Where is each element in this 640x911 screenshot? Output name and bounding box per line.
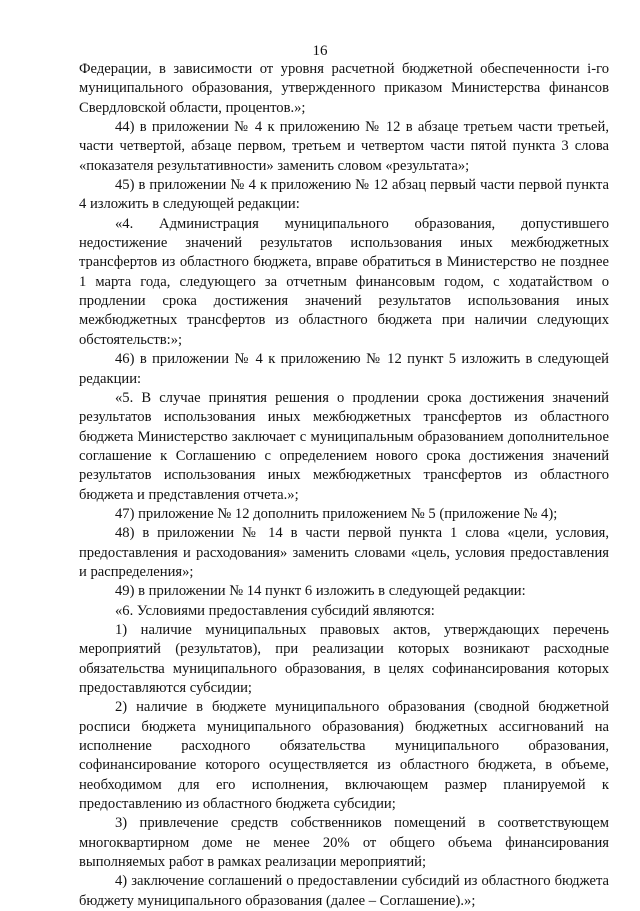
- paragraph-item-46: 46) в приложении № 4 к приложению № 12 пункт 5 изложить в следующей редакции:: [79, 351, 609, 387]
- paragraph-item-47: 47) приложение № 12 дополнить приложением № 5 (приложение № 4);: [115, 505, 558, 522]
- paragraph-item-45: 45) в приложении № 4 к приложению № 12 абзац первый части первой пункта 4 изложить в следующей редакции:: [79, 177, 609, 213]
- page-number: 16: [312, 43, 328, 59]
- paragraph-continuation: Федерации, в зависимости от уровня расчетной бюджетной обеспеченности i-го муниципального образования, утвержденного приказом Министерства финансов Свердловской области, процентов.»;: [79, 61, 609, 116]
- paragraph-condition-4: 4) заключение соглашений о предоставлении субсидий из областного бюджета бюджету муниципального образования (далее – Соглашение).»;: [79, 873, 609, 909]
- paragraph-condition-3: 3) привлечение средств собственников помещений в соответствующем многоквартирном доме не менее 20% от общего объема финансирования выполняемых работ в рамках реализации мероприятий;: [79, 815, 609, 871]
- paragraph-item-49: 49) в приложении № 14 пункт 6 изложить в следующей редакции:: [115, 583, 526, 600]
- paragraph-quote-6: «6. Условиями предоставления субсидий являются:: [115, 602, 435, 619]
- paragraph-item-48: 48) в приложении № 14 в части первой пункта 1 слова «цели, условия, предоставления и расходования» заменить словами «цель, условия предоставления и распределения»;: [79, 525, 609, 580]
- paragraph-quote-5: «5. В случае принятия решения о продлении срока достижения значений результатов использования иных межбюджетных трансфертов из областного бюджета Министерство заключает с муниципальным образованием дополнительное соглашение к Соглашению с определением нового срока достижения значений результатов использования иных межбюджетных трансфертов из областного бюджета и представления отчета.»;: [79, 389, 609, 503]
- paragraph-condition-2: 2) наличие в бюджете муниципального образования (сводной бюджетной росписи бюджета муниципального образования) бюджетных ассигнований на исполнение расходного обязательства муниципального образования, софинансирование которого осуществляется из областного бюджета, в объеме, необходимом для его исполнения, включающем размер планируемой к предоставлению из областного бюджета субсидии;: [79, 699, 609, 813]
- paragraph-condition-1: 1) наличие муниципальных правовых актов, утверждающих перечень мероприятий (результатов), при реализации которых возникают расходные обязательства муниципального образования, в целях софинансирования которых предоставляются субсидии;: [79, 621, 609, 696]
- paragraph-item-44: 44) в приложении № 4 к приложению № 12 в абзаце третьем части третьей, части четвертой, абзаце первом, третьем и четвертом части пятой пункта 3 слова «показателя результативности» заменить словом «результата»;: [79, 119, 609, 174]
- paragraph-quote-4: «4. Администрация муниципального образования, допустившего недостижение значений результатов использования иных межбюджетных трансфертов из областного бюджета, вправе обратиться в Министерство не позднее 1 марта года, следующего за отчетным финансовым годом, с ходатайством о продлении срока достижения значений результатов использования иных межбюджетных трансфертов из областного бюджета при наличии следующих обстоятельств:»;: [79, 215, 609, 348]
- document-body: [79, 60, 609, 911]
